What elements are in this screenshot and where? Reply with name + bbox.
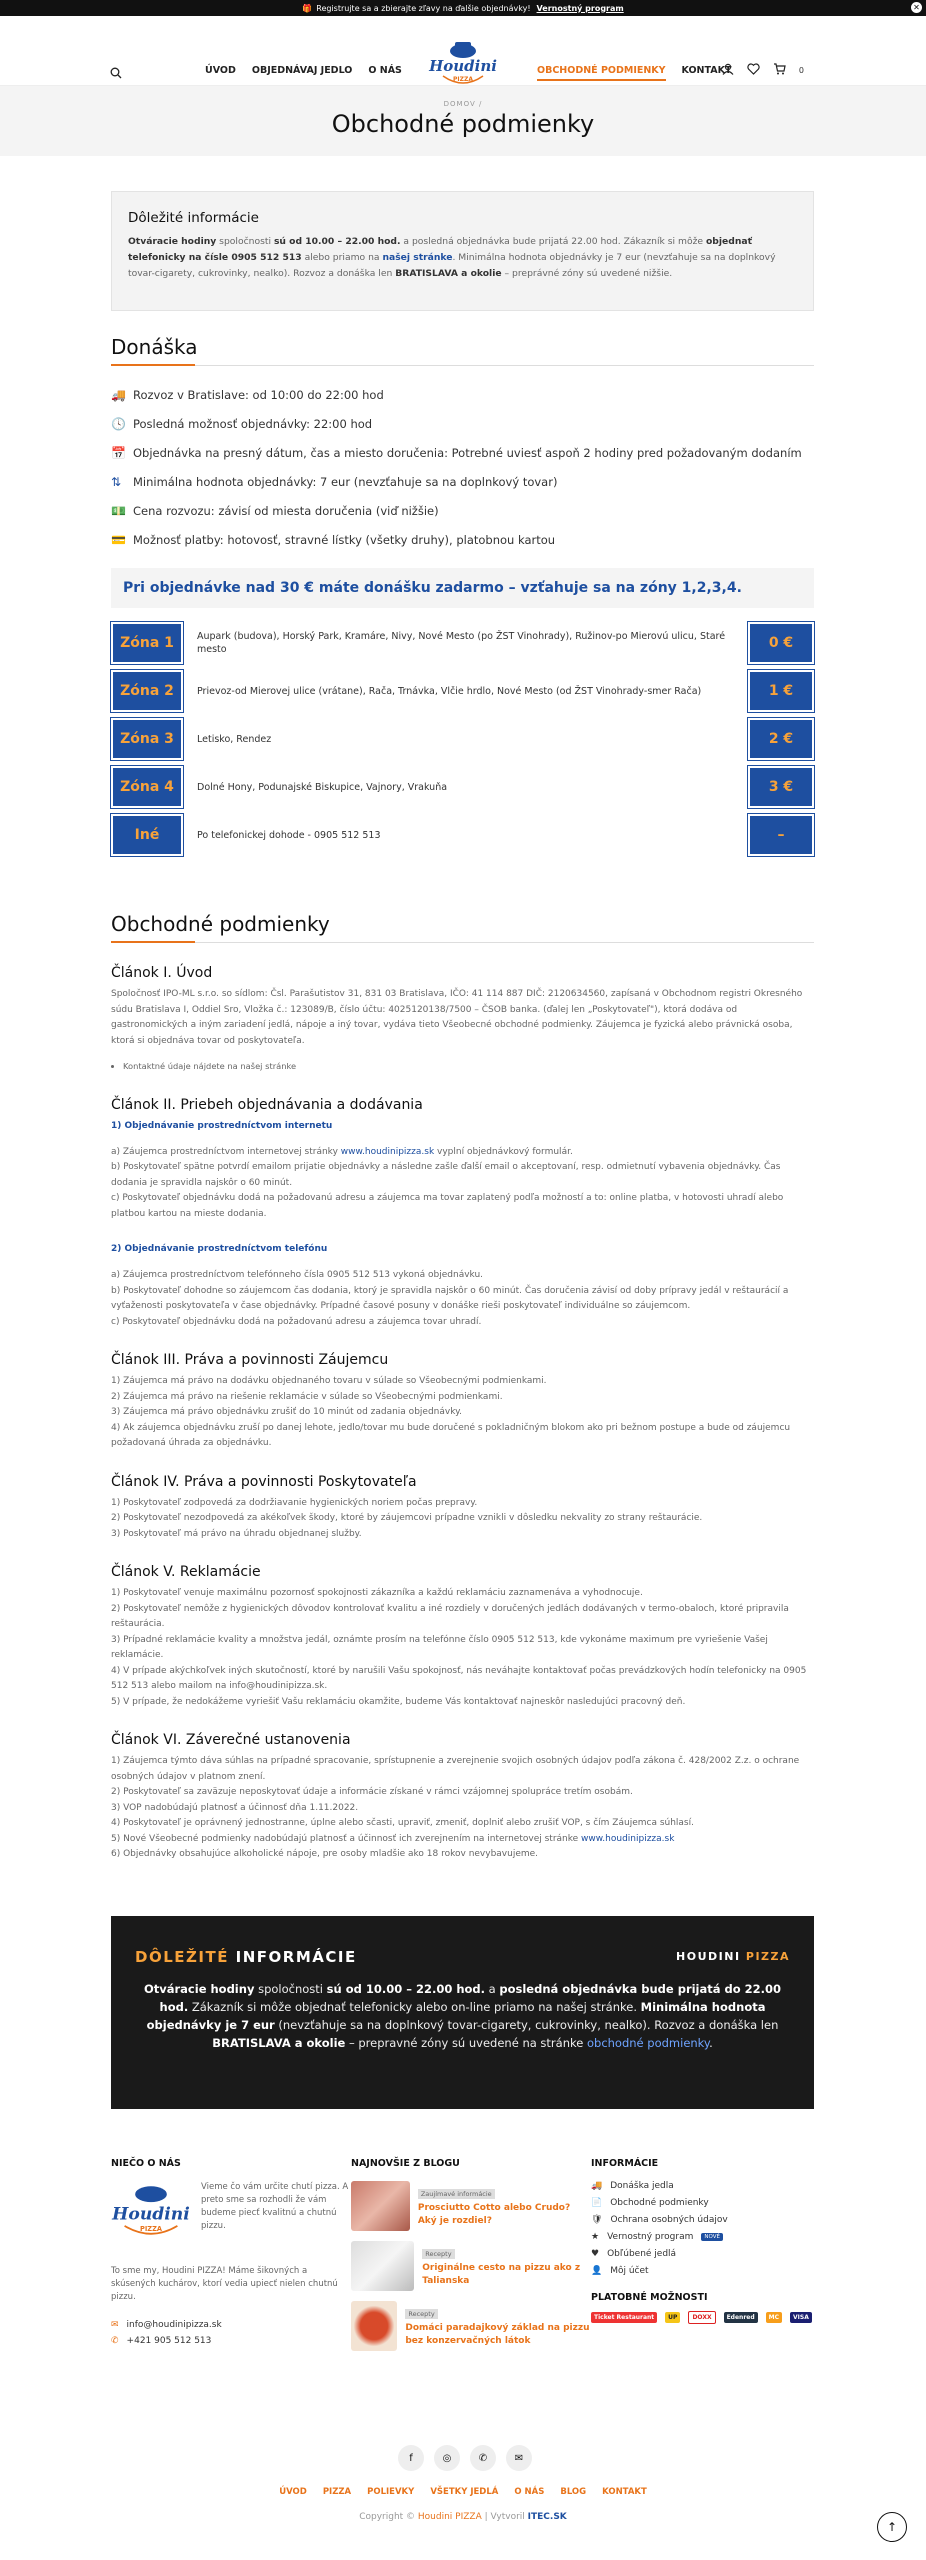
article-title: Článok II. Priebeh objednávania a dodávania [111,1096,423,1113]
zone-name: Zóna 2 [111,670,183,712]
list-item: 🕓 Posledná možnosť objednávky: 22:00 hod [111,416,373,431]
zone-desc: Po telefonickej dohode - 0905 512 513 [197,829,381,841]
blog-thumb[interactable] [351,2241,414,2291]
svg-text:PIZZA: PIZZA [140,2225,162,2234]
header-icons [722,63,804,77]
footer-nav-item[interactable]: O NÁS [514,2487,545,2497]
banner-title: DÔLEŽITÉ INFORMÁCIE [135,1948,357,1966]
zone-name: Zóna 1 [111,622,183,664]
footer-logo[interactable] [111,2181,191,2251]
footer-link-favorites[interactable]: ♥ Obľúbené jedlá [591,2249,677,2259]
announcement-text: Registrujte sa a zbierajte zľavy na ďalšie objednávky! [316,3,531,13]
footer-info: INFORMÁCIE 🚚 Donáška jedla 📄 Obchodné podmienky 🛡 Ochrana osobných údajov ★ Vernostný program NOVÉ ♥ Obľúbené jedlá 👤 Môj účet PLATOBNÉ MOŽNOSTI Ticket Restaurant UP DOXX Edenred MC VISA [591,2158,814,2361]
footer-nav-item[interactable]: KONTAKT [602,2487,647,2497]
footer-link-loyalty[interactable]: ★ Vernostný program NOVÉ [591,2232,814,2242]
arrow-up-icon: ↑ [886,2520,898,2534]
footer-nav [0,2487,926,2497]
article-title: Článok III. Práva a povinnosti Záujemcu [111,1352,389,1368]
zone-desc: Letisko, Rendez [197,733,272,745]
table-row [111,718,814,760]
delivery-list [111,380,814,554]
terms-section [111,912,814,1863]
article-title: Článok V. Reklamácie [111,1564,261,1580]
zone-price: 2 € [748,718,814,760]
blog-post[interactable]: Recepty Originálne cesto na pizzu ako z Talianska [351,2241,591,2291]
facebook-icon[interactable]: f [398,2445,424,2471]
table-row [111,670,814,712]
zone-desc: Aupark (budova), Horský Park, Kramáre, Nivy, Nové Mesto (po ŽST Vinohrady), Ružinov-po Mierovú ulicu, Staré mesto [197,631,726,655]
page-title: Obchodné podmienky [331,110,595,138]
article-5: Článok V. Reklamácie 1) Poskytovateľ venuje maximálnu pozornosť spokojnosti zákazníka a každú reklamáciu zaznamenáva a vyhodnocuje. 2) Poskytovateľ nemôže z hygienických dôvodov kontrolovať kvalitu a iné rozdiely v doručených jedlách dodávaných v termo-obaloch, ktoré pripravila reštaurácia. 3) Prípadné reklamácie kvality a množstva jedál, oznámte prosím na telefónne číslo 0905 512 513, kde vykonáme maximum pre vyriešenie Vašej reklamácie. 4) V prípade akýchkoľvek iných skutočností, ktoré by narušili Vašu spokojnosť, nás neváhajte kontaktovať počas prevádzkových hodín telefonicky na 0905 512 513 alebo mailom na info@houdinipizza.sk. 5) V prípade, že nedokážeme vyriešiť Vašu reklamáciu okamžite, budeme Vás kontaktovať najneskôr nasledujúci pracovný deň. [111,1564,814,1710]
list-item: 💵 Cena rozvozu: závisí od miesta doručenia (viď nižšie) [111,503,439,518]
calendar-icon: 📅 [111,445,126,460]
heart-icon: ♥ [591,2249,600,2259]
star-icon: ★ [591,2232,600,2242]
nav-contact[interactable]: KONTAKT [681,65,732,76]
table-row [111,814,814,856]
article-title: Článok VI. Záverečné ustanovenia [111,1732,351,1748]
svg-text:Houdini: Houdini [112,2204,190,2225]
nav-home[interactable]: ÚVOD [205,65,236,76]
gift-icon: 🎁 [302,3,313,13]
svg-text:Houdini: Houdini [429,57,497,75]
article-2: Článok II. Priebeh objednávania a dodávania 1) Objednávanie prostredníctvom internetu a) Záujemca prostredníctvom internetovej stránky www.houdinipizza.sk vyplní objednávkový formulár. b) Poskytovateľ spätne potvrdí emailom prijatie objednávky a následne zašle ďalší email o akceptovaní, resp. odmietnutí vybavenia objednávky. Čas dodania je spravidla najskôr o 60 minút. c) Poskytovateľ objednávku dodá na požadovanú adresu a záujemca ma tovar zaplatený podľa možností a to: online platba, v hotovosti uhradí alebo platbou kartou na mieste dodania. 2) Objednávanie prostredníctvom telefónu a) Záujemca prostredníctvom telefónneho čísla 0905 512 513 vykoná objednávku. b) Poskytovateľ dohodne so záujemcom čas dodania, ktorý je spravidla najskôr o 60 minút. Čas doručenia závisí od doby prípravy jedál v reštaurácií a vyťaženosti poskytovateľa v čase objednávky. Prípadné časové posuny v donáške rieši poskytovateľ individuálne so záujemcom. c) Poskytovateľ objednávku dodá na požadovanú adresu a záujemca tovar uhradí. [111,1097,814,1331]
footer-nav-item[interactable]: POLIEVKY [367,2487,415,2497]
shield-icon: 🛡 [591,2215,603,2225]
user-icon[interactable] [722,63,734,77]
payment-logos: Ticket Restaurant UP DOXX Edenred MC VISA [591,2311,814,2324]
back-to-top-button[interactable] [877,2512,907,2542]
card-icon: 💳 [111,532,126,547]
svg-text:PIZZA: PIZZA [453,76,473,83]
zone-price: 1 € [748,670,814,712]
footer-about: NIEČO O NÁS Houdini PIZZA Vieme čo vám určite chutí pizza. A preto sme sa rozhodli že vám budeme piecť kvalitnú a chutnú pizzu. To sme my, Houdini PIZZA! Máme šikovných a skúsených kuchárov, ktorí vedia upiecť nielen chutnú pizzu. ✉ info@houdinipizza.sk ✆ +421 905 512 513 [111,2158,351,2361]
nav-about[interactable]: O NÁS [368,65,402,76]
list-item: 📅 Objednávka na presný dátum, čas a miesto doručenia: Potrebné uviesť aspoň 2 hodiny pred požadovaným dodaním [111,445,802,460]
footer-nav-item[interactable]: VŠETKY JEDLÁ [430,2487,499,2497]
blog-post[interactable]: Recepty Domáci paradajkový základ na pizzu bez konzervačných látok [351,2301,591,2351]
important-info-banner [111,1916,814,2109]
close-icon[interactable]: ✕ [911,2,922,13]
footer-columns [111,2158,814,2361]
blog-post[interactable]: Zaujímavé informácie Prosciutto Cotto alebo Crudo? Aký je rozdiel? [351,2181,591,2231]
breadcrumb[interactable]: DOMOV / [443,100,483,108]
footer-nav-item[interactable]: BLOG [560,2487,587,2497]
article-title: Článok I. Úvod [111,965,213,981]
footer-nav-item[interactable]: PIZZA [322,2487,352,2497]
zones-table [111,622,814,856]
user-icon: 👤 [591,2266,603,2276]
truck-icon: 🚚 [591,2181,603,2191]
terms-title: Obchodné podmienky [111,912,814,943]
delivery-section [111,335,814,862]
list-item: 🚚 Rozvoz v Bratislave: od 10:00 do 22:00 hod [111,387,384,402]
site-link[interactable]: www.houdinipizza.sk [581,1833,675,1844]
loyalty-link[interactable]: Vernostný program [536,3,624,13]
blog-thumb[interactable] [351,2181,410,2231]
search-icon[interactable] [110,64,122,83]
document-icon: 📄 [591,2198,603,2208]
info-title: Dôležité informácie [128,210,259,226]
footer-link-terms[interactable]: 📄 Obchodné podmienky [591,2198,709,2208]
nav-order[interactable]: OBJEDNÁVAJ JEDLO [251,65,353,76]
site-header [0,16,926,86]
zone-price: 0 € [748,622,814,664]
zone-desc: Dolné Hony, Podunajské Biskupice, Vajnory, Vrakuňa [197,781,448,793]
site-link[interactable]: www.houdinipizza.sk [340,1146,435,1157]
mail-icon: ✉ [111,2320,119,2330]
money-icon: 💵 [111,503,126,518]
zone-name: Zóna 3 [111,718,183,760]
heart-icon[interactable] [747,63,760,77]
zone-price: 3 € [748,766,814,808]
article-6: Článok VI. Záverečné ustanovenia 1) Záujemca týmto dáva súhlas na prípadné spracovanie, sprístupnenie a zverejnenie svojich osobných údajov podľa zákona č. 428/2002 Z.z. o ochrane osobných údajov v platnom znení. 2) Poskytovateľ sa zaväzuje neposkytovať údaje a informácie získané v rámci vzájomnej spolupráce tretím osobám. 3) VOP nadobúdajú platnosť a účinnosť dňa 1.11.2022. 4) Poskytovateľ je oprávnený jednostranne, úplne alebo sčasti, upraviť, zmeniť, doplniť alebo zrušiť VOP, s čím Záujemca súhlasí. 5) Nové Všeobecné podmienky nadobúdajú platnosť a účinnosť ich zverejnením na internetovej stránke www.houdinipizza.sk 6) Objednávky obsahujúce alkoholické nápoje, pre osoby mladšie ako 18 rokov nevybavujeme. [111,1732,814,1863]
sort-icon: ⇅ [111,474,122,489]
footer-link-delivery[interactable]: 🚚 Donáška jedla [591,2181,674,2191]
cart-count: 0 [798,65,804,75]
cart-icon[interactable] [773,63,786,77]
list-item: 💳 Možnosť platby: hotovosť, stravné lístky (všetky druhy), platobnou kartou [111,532,556,547]
article-3: Článok III. Práva a povinnosti Záujemcu 1) Záujemca má právo na dodávku objednaného tovaru v súlade so Všeobecnými podmienkami. 2) Záujemca má právo na riešenie reklamácie v súlade so Všeobecnými podmienkami. 3) Záujemca má právo objednávku zrušiť do 10 minút od zadania objednávky. 4) Ak záujemca objednávku zruší po danej lehote, jedlo/tovar mu bude doručené s pokladničným blokom ako pri bežnom postupe a bude od záujemcu požadovaná úhrada za objednávku. [111,1352,814,1452]
truck-icon: 🚚 [111,387,126,402]
list-item: ⇅ Minimálna hodnota objednávky: 7 eur (nevzťahuje sa na doplnkový tovar) [111,474,558,489]
info-text: Otváracie hodiny spoločnosti sú od 10.00 – 22.00 hod. a posledná objednávka bude prijatá 22.00 hod. Zákazník si môže objednať telefonicky na čísle 0905 512 513 alebo priamo na našej stránke. Minimálna hodnota objednávky je 7 eur (nevzťahuje sa na doplnkový tovar-cigarety, cukrovinky, nealko). Rozvoz a donáška len BRATISLAVA a okolie – preprávné zóny sú uvedené nižšie. [128,236,776,279]
footer-blog: NAJNOVŠIE Z BLOGU Zaujímavé informácie Prosciutto Cotto alebo Crudo? Aký je rozdiel? Recepty Originálne cesto na pizzu ako z Talianska Recepty Domáci paradajkový základ na pizzu bez konzervačných látok [351,2158,591,2361]
delivery-title: Donáška [111,335,814,366]
clock-icon: 🕓 [111,416,126,431]
table-row [111,622,814,664]
zone-price: – [748,814,814,856]
article-4: Článok IV. Práva a povinnosti Poskytovateľa 1) Poskytovateľ zodpovedá za dodržiavanie hygienických noriem počas prepravy. 2) Poskytovateľ nezodpovedá za akékoľvek škody, ktoré by záujemcovi prípadne vznikli v dôsledku nekvality zo strany reštaurácie. 3) Poskytovateľ má právo na úhradu objednanej služby. [111,1474,814,1543]
footer-nav-item[interactable]: ÚVOD [279,2487,307,2497]
nav-terms[interactable]: OBCHODNÉ PODMIENKY [537,65,666,81]
zone-name: Zóna 4 [111,766,183,808]
banner-terms-link[interactable]: obchodné podmienky [586,2036,710,2050]
info-site-link[interactable]: našej stránke [382,252,453,263]
free-delivery-note: Pri objednávke nad 30 € máte donášku zadarmo – vzťahuje sa na zóny 1,2,3,4. [111,568,814,608]
phone-icon: ✆ [111,2336,119,2346]
article-1: Článok I. Úvod Spoločnosť IPO-ML s.r.o. so sídlom: Čsl. Parašutistov 31, 831 03 Bratislava, IČO: 41 114 887 DIČ: 2120634560, zapísaná v Obchodnom registri Okresného súdu Bratislava I, Oddiel Sro, Vložka č.: 123089/B, číslo účtu: 4025120138/7500 – ČSOB banka. (ďalej len „Poskytovateľ"), ktorá dodáva od gastronomických a iným zariadení jedlá, nápoje a iný tovar, vydáva tieto Všeobecné obchodné podmienky. Záujemca je fyzická alebo právnická osoba, ktorá si objednáva tovar od poskytovateľa. • Kontaktné údaje nájdete na našej stránke [111,965,814,1075]
article-title: Článok IV. Práva a povinnosti Poskytovateľa [111,1473,417,1490]
list-item[interactable]: • Kontaktné údaje nájdete na našej stránke [123,1059,814,1075]
important-info-box [111,191,814,311]
mail-icon[interactable]: ✉ [506,2445,532,2471]
table-row [111,766,814,808]
footer-email[interactable]: ✉ info@houdinipizza.sk [111,2320,222,2330]
page-header [0,86,926,156]
nav-left [205,65,402,76]
whatsapp-icon[interactable]: ✆ [470,2445,496,2471]
footer-link-privacy[interactable]: 🛡 Ochrana osobných údajov [591,2215,728,2225]
instagram-icon[interactable]: ◎ [434,2445,460,2471]
banner-text: Otváracie hodiny spoločnosti sú od 10.00 – 22.00 hod. a posledná objednávka bude prijatá do 22.00 hod. Zákazník si môže objednať telefonicky alebo on-line priamo na našej stránke. Minimálna hodnota objednávky je 7 eur (nevzťahuje sa na doplnkový tovar-cigarety, cukrovinky, nealko). Rozvoz a donáška len BRATISLAVA a okolie – prepravné zóny sú uvedené na stránke obchodné podmienky. [143,1982,782,2050]
new-badge: NOVÉ [701,2233,723,2241]
footer-phone[interactable]: ✆ +421 905 512 513 [111,2336,212,2346]
copyright: Copyright © Houdini PIZZA | Vytvoril ITEC.SK [359,2512,567,2522]
blog-thumb[interactable] [351,2301,397,2351]
social-links [398,2445,532,2471]
zone-desc: Prievoz-od Mierovej ulice (vrátane), Rača, Trnávka, Vlčie hrdlo, Nové Mesto (od ŽST Vinohrady-smer Rača) [197,685,702,697]
nav-right [537,65,731,81]
banner-brand: HOUDINI PIZZA [676,1950,790,1963]
footer-link-account[interactable]: 👤 Môj účet [591,2266,649,2276]
zone-name: Iné [111,814,183,856]
site-logo[interactable] [429,38,497,96]
announcement-bar [0,0,926,16]
